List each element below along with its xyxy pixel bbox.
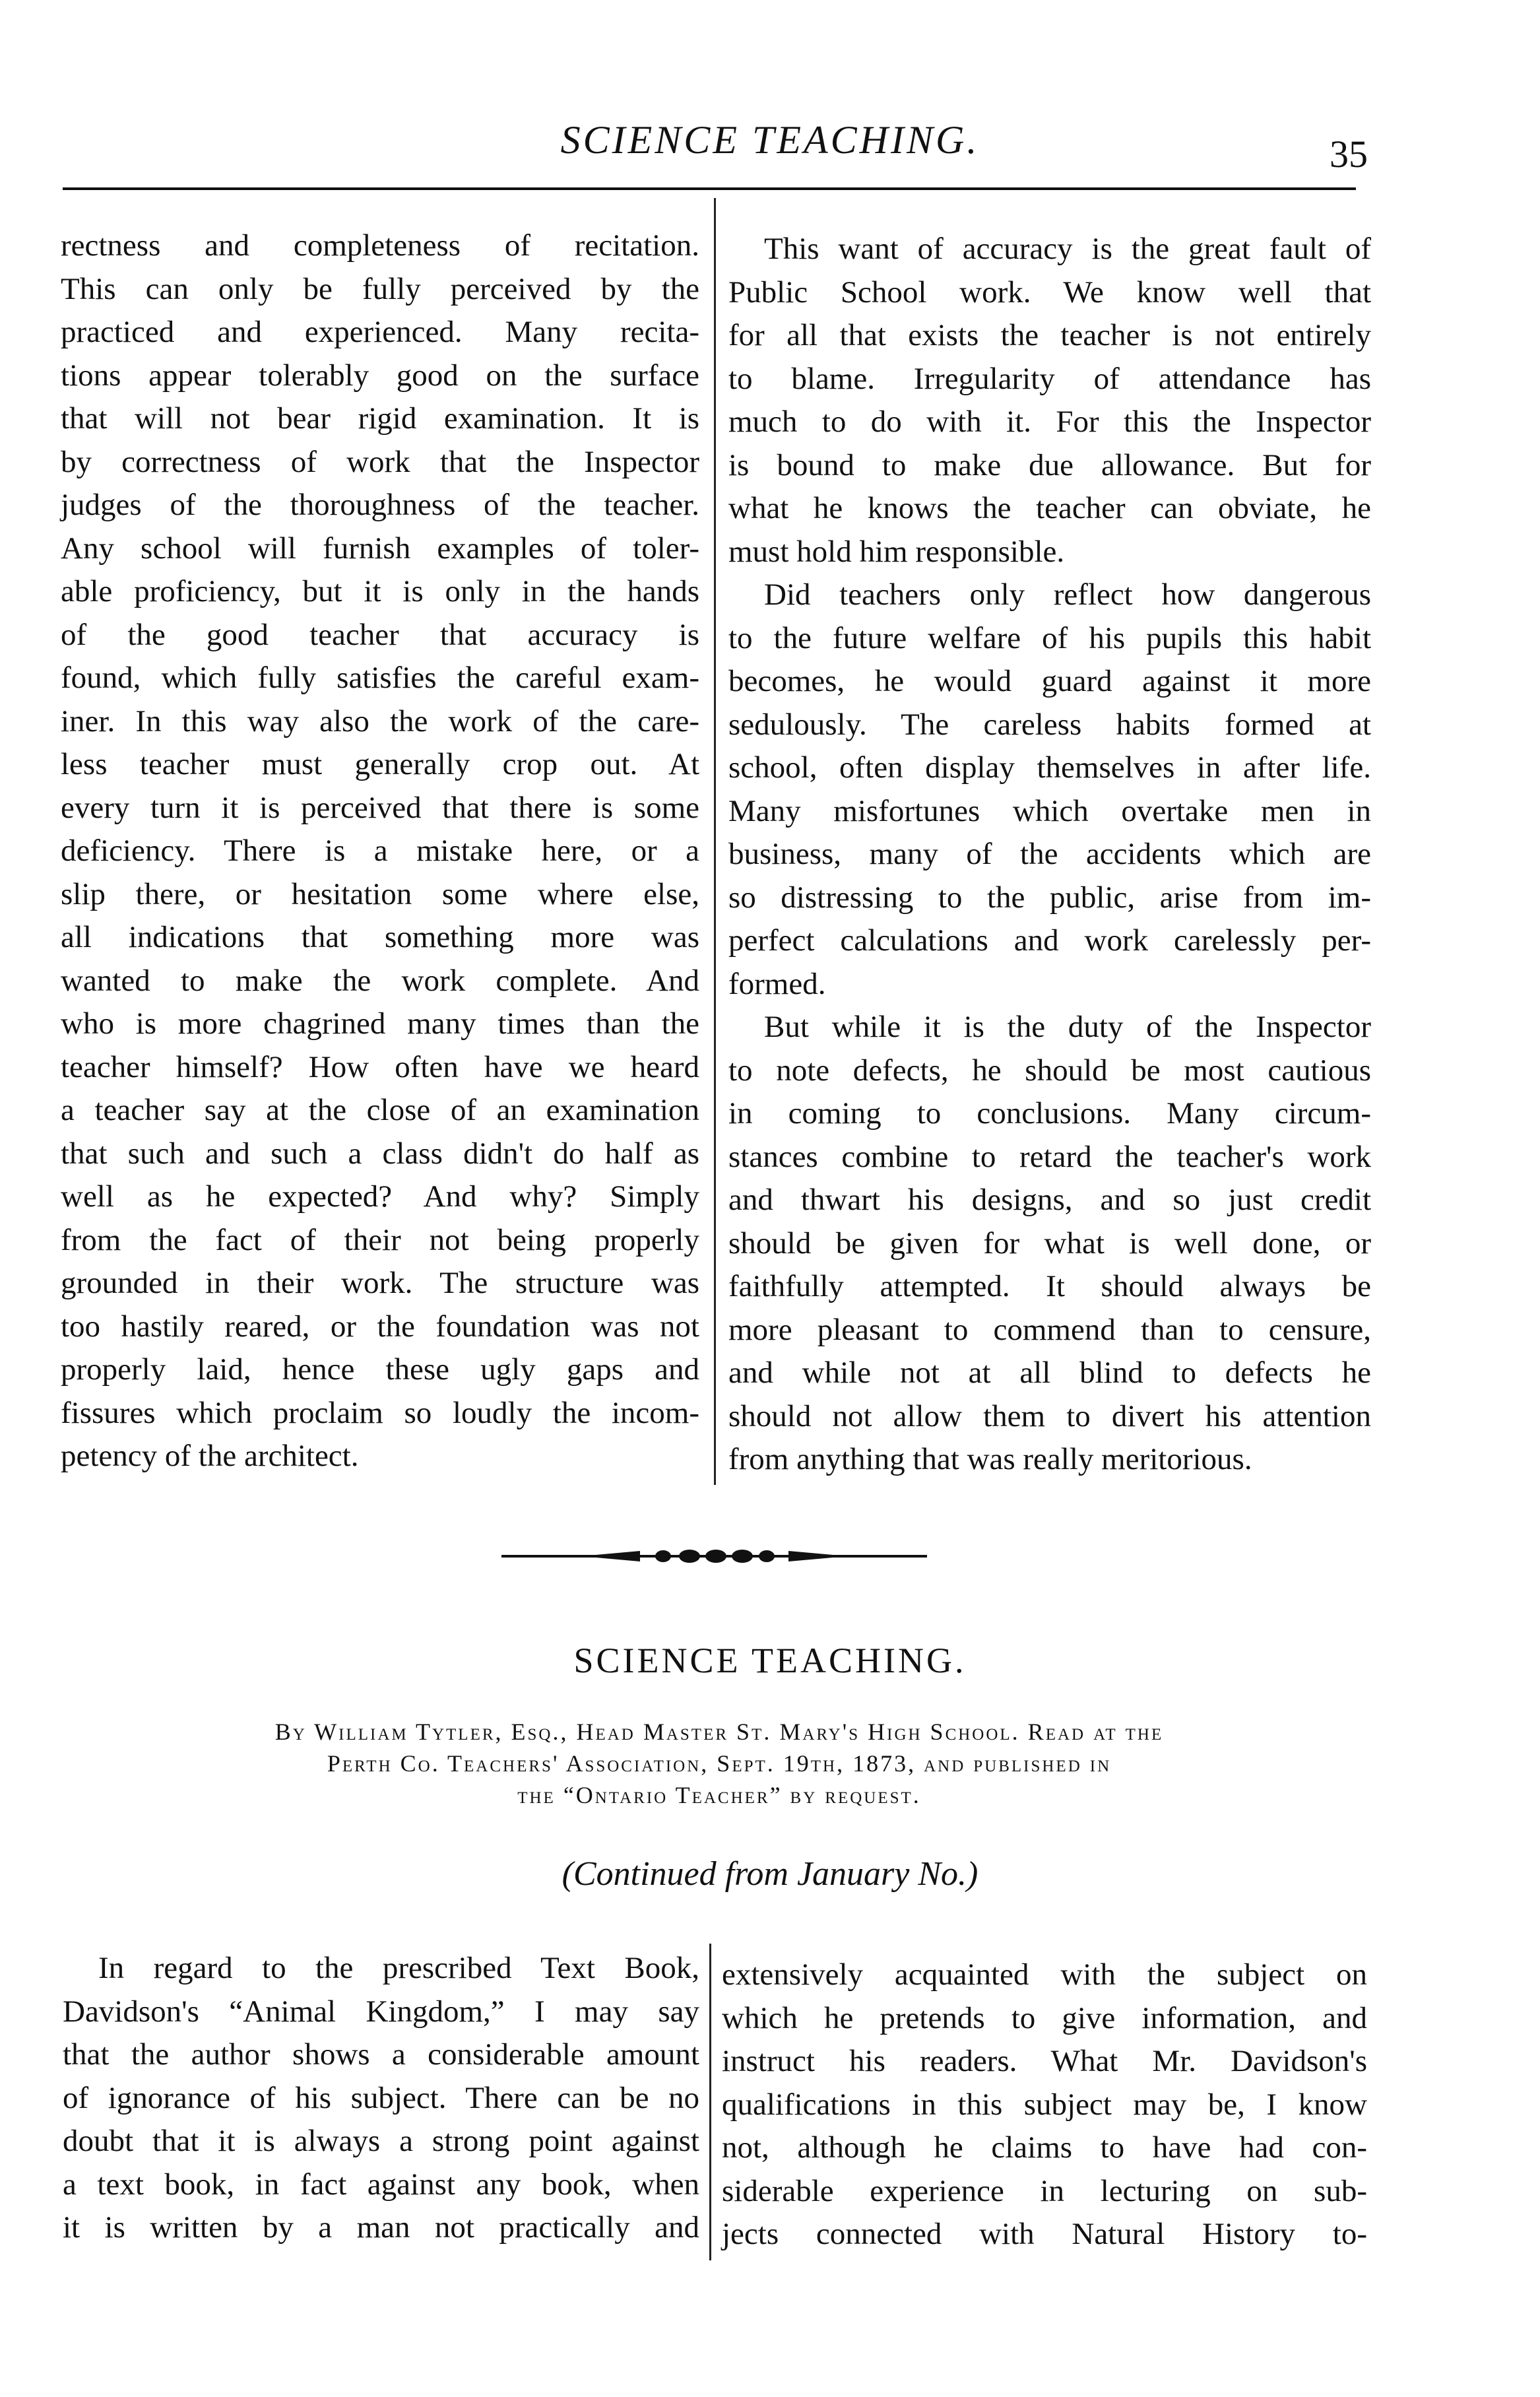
- text-line: school, often display themselves in after life.: [728, 750, 1371, 785]
- article-title: SCIENCE TEACHING.: [573, 1641, 967, 1680]
- byline-line: the “Ontario Teacher” by request.: [517, 1782, 921, 1808]
- column-divider-bottom: [709, 1944, 711, 2260]
- byline: [59, 1716, 1379, 1811]
- text-line: in coming to conclusions. Many circum-: [728, 1096, 1371, 1131]
- text-line: is bound to make due allowance. But for: [728, 447, 1371, 482]
- text-line: tions appear tolerably good on the surface: [61, 358, 699, 393]
- text-line: slip there, or hesitation some where else,: [61, 876, 699, 911]
- text-line: should be given for what is well done, or: [728, 1226, 1371, 1261]
- text-line: should not allow them to divert his attention: [728, 1398, 1371, 1433]
- column-divider-top: [714, 198, 716, 1485]
- text-line: a text book, in fact against any book, when: [63, 2167, 699, 2202]
- text-line: to blame. Irregularity of attendance has: [728, 361, 1371, 396]
- paragraph: [728, 228, 1371, 574]
- text-line: much to do with it. For this the Inspector: [728, 405, 1371, 439]
- text-line: able proficiency, but it is only in the hands: [61, 574, 699, 608]
- bottom-right-column: [722, 1954, 1367, 2256]
- text-line: instruct his readers. What Mr. Davidson's: [722, 2044, 1367, 2078]
- text-line: what he knows the teacher can obviate, he: [728, 491, 1371, 525]
- text-line: properly laid, hence these ugly gaps and: [61, 1352, 699, 1387]
- text-line: less teacher must generally crop out. At: [61, 747, 699, 781]
- text-line: every turn it is perceived that there is some: [61, 790, 699, 825]
- text-line: not, although he claims to have had con-: [722, 2130, 1367, 2165]
- text-line: to note defects, he should be most cautious: [728, 1053, 1371, 1088]
- text-line: siderable experience in lecturing on sub-: [722, 2173, 1367, 2208]
- top-right-column: [728, 228, 1371, 1482]
- text-line: faithfully attempted. It should always be: [728, 1269, 1371, 1303]
- running-head: SCIENCE TEACHING.: [560, 118, 980, 162]
- text-line: it is written by a man not practically and: [63, 2210, 699, 2245]
- text-line: for all that exists the teacher is not entirely: [728, 318, 1371, 352]
- text-line: must hold him responsible.: [728, 534, 1065, 569]
- text-line: found, which fully satisfies the careful exam-: [61, 661, 699, 695]
- text-line: petency of the architect.: [61, 1439, 359, 1473]
- continued-note: (Continued from January No.): [561, 1855, 979, 1893]
- text-line: stances combine to retard the teacher's work: [728, 1139, 1371, 1174]
- text-line: well as he expected? And why? Simply: [61, 1179, 699, 1214]
- text-line: doubt that it is always a strong point against: [63, 2124, 699, 2158]
- text-line: of the good teacher that accuracy is: [61, 617, 699, 652]
- text-line: who is more chagrined many times than the: [61, 1006, 699, 1041]
- text-line: This can only be fully perceived by the: [61, 271, 699, 306]
- text-line: wanted to make the work complete. And: [61, 963, 699, 998]
- text-line: of ignorance of his subject. There can be no: [63, 2080, 699, 2115]
- text-line: Any school will furnish examples of toler-: [61, 531, 699, 566]
- text-line: and thwart his designs, and so just credit: [728, 1183, 1371, 1217]
- text-line: by correctness of work that the Inspector: [61, 444, 699, 479]
- text-line: to the future welfare of his pupils this habit: [728, 620, 1371, 655]
- text-line: that will not bear rigid examination. It is: [61, 401, 699, 436]
- byline-line: By William Tytler, Esq., Head Master St. Mary's High School. Read at the: [274, 1719, 1164, 1745]
- text-line: perfect calculations and work carelessly per-: [728, 923, 1371, 958]
- text-line: But while it is the duty of the Inspector: [764, 1010, 1371, 1044]
- page-number: 35: [1330, 133, 1368, 176]
- text-line: Did teachers only reflect how dangerous: [764, 577, 1371, 612]
- header-rule: [63, 187, 1356, 190]
- text-line: formed.: [728, 966, 826, 1001]
- text-line: business, many of the accidents which are: [728, 837, 1371, 871]
- bottom-left-column: [63, 1947, 699, 2250]
- text-line: a teacher say at the close of an examination: [61, 1093, 699, 1127]
- paragraph: [728, 574, 1371, 1006]
- text-line: which he pretends to give information, and: [722, 2000, 1367, 2035]
- text-line: sedulously. The careless habits formed at: [728, 707, 1371, 742]
- text-line: practiced and experienced. Many recita-: [61, 315, 699, 349]
- text-line: In regard to the prescribed Text Book,: [98, 1951, 699, 1985]
- text-line: extensively acquainted with the subject on: [722, 1957, 1367, 1992]
- text-line: rectness and completeness of recitation.: [61, 228, 699, 263]
- text-line: jects connected with Natural History to-: [722, 2217, 1367, 2251]
- text-line: deficiency. There is a mistake here, or a: [61, 834, 699, 868]
- text-line: Davidson's “Animal Kingdom,” I may say: [63, 1994, 699, 2029]
- text-line: iner. In this way also the work of the care-: [61, 704, 699, 739]
- text-line: and while not at all blind to defects he: [728, 1356, 1371, 1390]
- top-left-column: [61, 224, 699, 1478]
- text-line: so distressing to the public, arise from im-: [728, 880, 1371, 915]
- text-line: This want of accuracy is the great fault of: [764, 232, 1371, 266]
- text-line: that such and such a class didn't do half as: [61, 1136, 699, 1171]
- text-line: from anything that was really meritorious.: [728, 1442, 1252, 1476]
- text-line: teacher himself? How often have we heard: [61, 1049, 699, 1084]
- text-line: too hastily reared, or the foundation was not: [61, 1309, 699, 1344]
- text-line: Many misfortunes which overtake men in: [728, 793, 1371, 828]
- text-line: grounded in their work. The structure was: [61, 1266, 699, 1300]
- text-line: judges of the thoroughness of the teacher.: [61, 488, 699, 522]
- text-line: becomes, he would guard against it more: [728, 664, 1371, 698]
- byline-line: Perth Co. Teachers' Association, Sept. 19th, 1873, and published in: [327, 1750, 1112, 1777]
- text-line: Public School work. We know well that: [728, 275, 1371, 310]
- text-line: fissures which proclaim so loudly the incom-: [61, 1395, 699, 1430]
- text-line: that the author shows a considerable amount: [63, 2037, 699, 2072]
- text-line: more pleasant to commend than to censure,: [728, 1312, 1371, 1347]
- text-line: qualifications in this subject may be, I know: [722, 2087, 1367, 2122]
- text-line: from the fact of their not being properly: [61, 1222, 699, 1257]
- paragraph: [728, 1006, 1371, 1482]
- section-ornament: [501, 1548, 927, 1564]
- text-line: all indications that something more was: [61, 920, 699, 954]
